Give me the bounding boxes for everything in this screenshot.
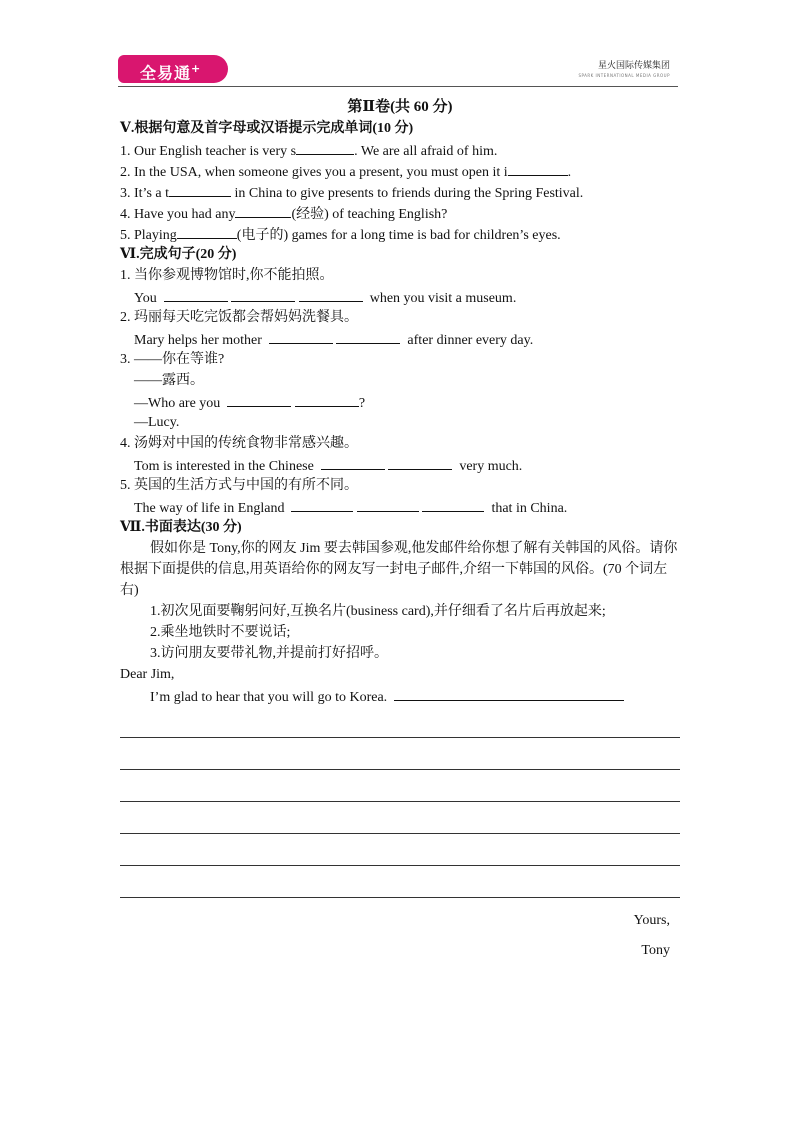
s5-item-1-rest: . We are all afraid of him.: [354, 144, 498, 159]
s6-q2-chinese: 2. 玛丽每天吃完饭都会帮妈妈洗餐具。: [120, 310, 358, 325]
s6-q3-lead: —Who are you: [134, 396, 221, 411]
writing-point-3: 3.访问朋友要带礼物,并提前打好招呼。: [150, 646, 388, 661]
s6-q3-english: [120, 391, 680, 412]
section-5-heading: Ⅴ.根据句意及首字母或汉语提示完成单词(10 分): [120, 121, 414, 136]
answer-blank[interactable]: [177, 223, 237, 239]
s5-item-1: [120, 139, 680, 160]
header-divider: [118, 86, 678, 87]
answer-blank[interactable]: [422, 496, 484, 512]
brand-subtitle: SPARK INTERNATIONAL MEDIA GROUP: [578, 73, 670, 78]
answer-blank[interactable]: [299, 286, 363, 302]
answer-blank[interactable]: [394, 685, 624, 701]
paper-title: 第Ⅱ卷(共 60 分): [347, 99, 453, 115]
s6-q2-lead: Mary helps her mother: [134, 333, 262, 348]
answer-blank[interactable]: [508, 160, 568, 176]
s6-q5-english: [120, 496, 680, 517]
writing-line[interactable]: [120, 706, 680, 738]
s6-q4-tail: very much.: [459, 459, 523, 474]
s6-q1-chinese: 1. 当你参观博物馆时,你不能拍照。: [120, 268, 334, 283]
s6-q2-tail: after dinner every day.: [407, 333, 534, 348]
writing-line[interactable]: [120, 802, 680, 834]
s6-q4-chinese: 4. 汤姆对中国的传统食物非常感兴趣。: [120, 436, 358, 451]
answer-blank[interactable]: [169, 181, 231, 197]
answer-blank[interactable]: [336, 328, 400, 344]
letter-closing: Yours,: [633, 913, 670, 928]
s6-q1-lead: You: [134, 291, 157, 306]
s5-item-5: [120, 223, 680, 244]
s6-q5-lead: The way of life in England: [134, 501, 285, 516]
s6-q4-english: [120, 454, 680, 475]
s5-item-3: [120, 181, 680, 202]
answer-blank[interactable]: [388, 454, 452, 470]
answer-blank[interactable]: [296, 139, 354, 155]
s6-q5-chinese: 5. 英国的生活方式与中国的有所不同。: [120, 478, 358, 493]
letter-opening-text: I’m glad to hear that you will go to Korea.: [150, 690, 388, 705]
page-header: [118, 55, 678, 85]
answer-blank[interactable]: [231, 286, 295, 302]
answer-blank[interactable]: [321, 454, 385, 470]
s5-item-4-rest: (经验) of teaching English?: [291, 207, 448, 222]
section-7-heading: Ⅶ.书面表达(30 分): [120, 520, 242, 535]
section-6-heading: Ⅵ.完成句子(20 分): [120, 247, 237, 262]
s5-item-2: [120, 160, 680, 181]
letter-greeting: Dear Jim,: [120, 667, 175, 682]
worksheet-body: [120, 96, 680, 966]
s5-item-3-text: 3. It’s a t: [120, 186, 169, 201]
answer-blank[interactable]: [357, 496, 419, 512]
answer-blank[interactable]: [269, 328, 333, 344]
s5-item-4-text: 4. Have you had any: [120, 207, 236, 222]
s6-q5-tail: that in China.: [491, 501, 568, 516]
letter-opening: [120, 685, 680, 706]
s5-item-3-rest: in China to give presents to friends during the Spring Festival.: [231, 186, 584, 201]
s6-q1-english: [120, 286, 680, 307]
answer-blank[interactable]: [235, 202, 291, 218]
s5-item-2-text: 2. In the USA, when someone gives you a present, you must open it i: [120, 165, 508, 180]
brand-block: [578, 61, 670, 81]
publisher-logo: [118, 55, 228, 83]
s6-q3-tail: ?: [358, 396, 366, 411]
s6-q4-lead: Tom is interested in the Chinese: [134, 459, 314, 474]
s5-item-5-text: 5. Playing: [120, 228, 177, 243]
writing-line[interactable]: [120, 738, 680, 770]
letter-signature: Tony: [641, 943, 670, 958]
answer-blank[interactable]: [227, 391, 291, 407]
writing-point-1: 1.初次见面要鞠躬问好,互换名片(business card),并仔细看了名片后再放起来;: [150, 604, 606, 619]
writing-prompt: 假如你是 Tony,你的网友 Jim 要去韩国参观,他发邮件给你想了解有关韩国的风俗。请你根据下面提供的信息,用英语给你的网友写一封电子邮件,介绍一下韩国的风俗。(70 个词左右): [120, 541, 678, 598]
s6-q1-tail: when you visit a museum.: [369, 291, 517, 306]
s5-item-4: [120, 202, 680, 223]
s6-q3-chinese-reply: ——露西。: [134, 373, 204, 388]
logo-plus: +: [191, 62, 202, 75]
s6-q3-chinese: 3. ——你在等谁?: [120, 352, 225, 367]
answer-blank[interactable]: [291, 496, 353, 512]
brand-name: 星火国际传媒集团: [597, 61, 670, 71]
writing-point-2: 2.乘坐地铁时不要说话;: [150, 625, 291, 640]
writing-line[interactable]: [120, 834, 680, 866]
s6-q3-english-reply: —Lucy.: [134, 415, 180, 430]
s5-item-5-rest: (电子的) games for a long time is bad for children’s eyes.: [236, 228, 561, 243]
writing-line[interactable]: [120, 866, 680, 898]
answer-blank[interactable]: [295, 391, 359, 407]
s5-item-1-text: 1. Our English teacher is very s: [120, 144, 297, 159]
logo-text: 全易通: [140, 63, 192, 83]
writing-line[interactable]: [120, 770, 680, 802]
s5-item-2-rest: .: [567, 165, 572, 180]
answer-blank[interactable]: [164, 286, 228, 302]
s6-q2-english: [120, 328, 680, 349]
